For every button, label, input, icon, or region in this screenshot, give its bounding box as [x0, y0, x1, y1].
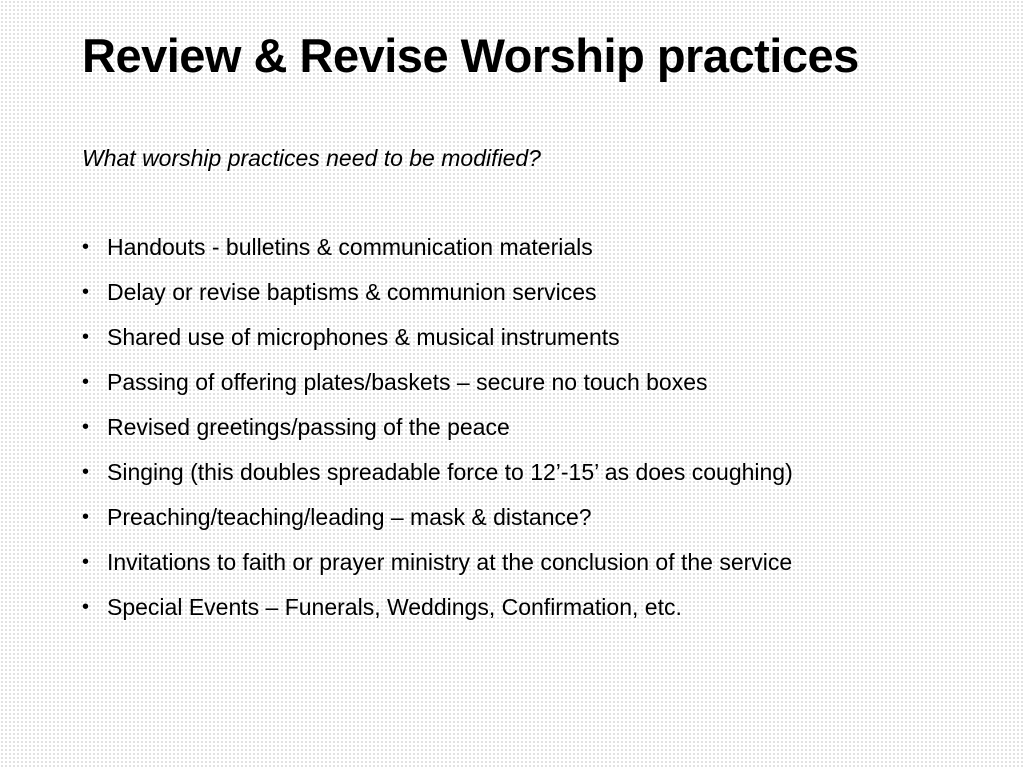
bullet-icon: • [82, 371, 90, 393]
slide-title: Review & Revise Worship practices [82, 29, 859, 82]
bullet-icon: • [82, 461, 90, 483]
bullet-icon: • [82, 326, 90, 348]
bullet-text: Special Events – Funerals, Weddings, Confirmation, etc. [107, 594, 682, 620]
bullet-item [82, 232, 793, 277]
slide-subtitle: What worship practices need to be modified? [82, 145, 541, 171]
bullet-item [82, 367, 793, 412]
bullet-icon: • [82, 416, 90, 438]
bullet-text: Delay or revise baptisms & communion services [107, 279, 597, 305]
bullet-item [82, 502, 793, 547]
bullet-item [82, 412, 793, 457]
bullet-text: Shared use of microphones & musical instruments [107, 324, 620, 350]
bullet-text: Revised greetings/passing of the peace [107, 414, 510, 440]
bullet-icon: • [82, 236, 90, 258]
bullet-text: Handouts - bulletins & communication materials [107, 234, 593, 260]
bullet-icon: • [82, 281, 90, 303]
bullet-text: Passing of offering plates/baskets – secure no touch boxes [107, 369, 708, 395]
bullet-text: Singing (this doubles spreadable force to 12’-15’ as does coughing) [107, 459, 793, 485]
bullet-item [82, 592, 793, 637]
bullet-list [82, 232, 793, 637]
bullet-item [82, 277, 793, 322]
bullet-item [82, 547, 793, 592]
bullet-item [82, 457, 793, 502]
bullet-icon: • [82, 551, 90, 573]
bullet-icon: • [82, 596, 90, 618]
bullet-item [82, 322, 793, 367]
bullet-icon: • [82, 506, 90, 528]
bullet-text: Preaching/teaching/leading – mask & distance? [107, 504, 592, 530]
bullet-text: Invitations to faith or prayer ministry at the conclusion of the service [107, 549, 793, 575]
